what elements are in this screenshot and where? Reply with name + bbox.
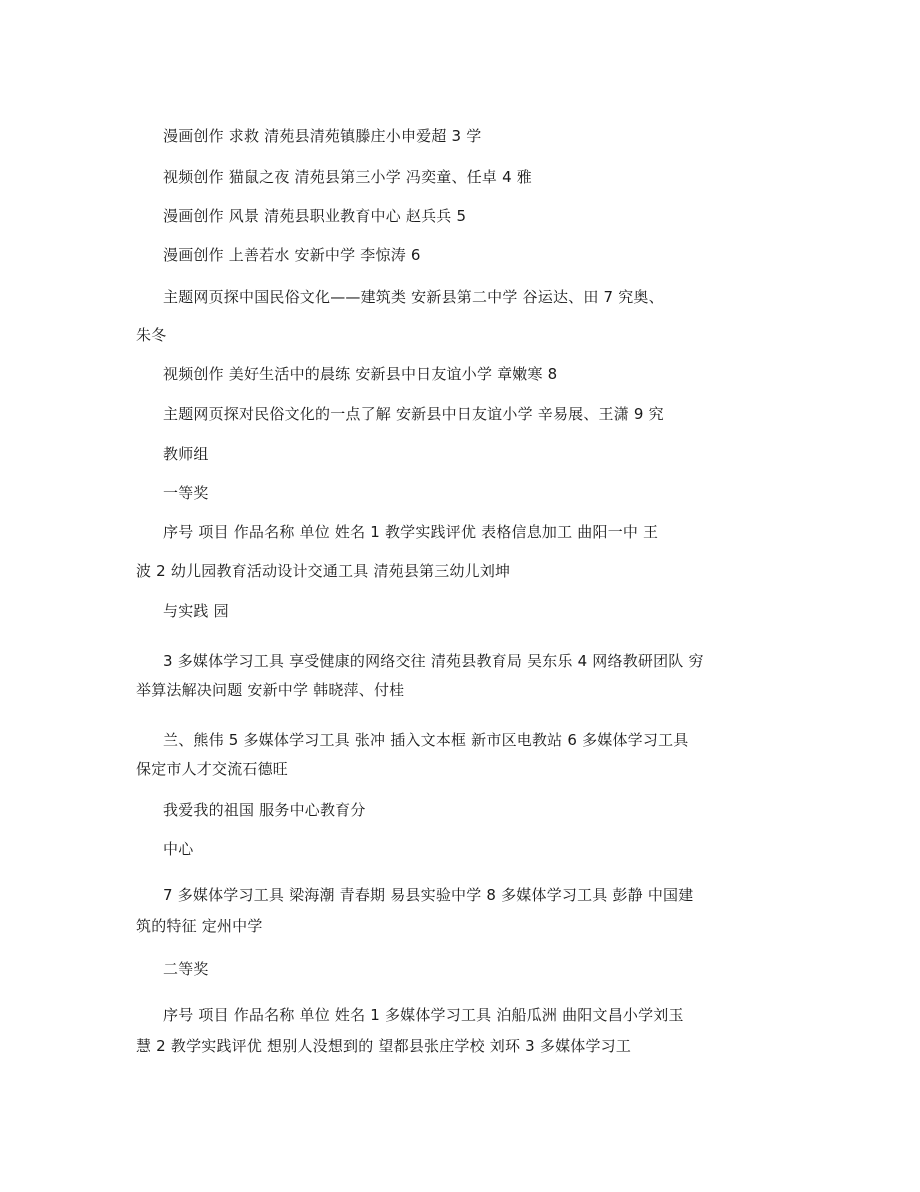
text-line-1: 漫画创作 求救 清苑县清苑镇滕庄小申爱超 3 学 [163, 127, 482, 145]
text-line-23: 序号 项目 作品名称 单位 姓名 1 多媒体学习工具 泊船瓜洲 曲阳文昌小学刘玉 [163, 1006, 684, 1024]
text-line-3: 漫画创作 风景 清苑县职业教育中心 赵兵兵 5 [163, 207, 467, 225]
text-line-24: 慧 2 教学实践评优 想别人没想到的 望都县张庄学校 刘环 3 多媒体学习工 [136, 1037, 632, 1055]
text-line-11: 序号 项目 作品名称 单位 姓名 1 教学实践评优 表格信息加工 曲阳一中 王 [163, 523, 659, 541]
text-line-17: 保定市人才交流石德旺 [136, 760, 289, 778]
text-line-2: 视频创作 猫鼠之夜 清苑县第三小学 冯奕童、任卓 4 雅 [163, 168, 532, 186]
text-line-18: 我爱我的祖国 服务中心教育分 [163, 801, 366, 819]
text-line-12: 波 2 幼儿园教育活动设计交通工具 清苑县第三幼儿刘坤 [136, 562, 511, 580]
text-line-4: 漫画创作 上善若水 安新中学 李惊涛 6 [163, 246, 421, 264]
text-line-19: 中心 [163, 840, 194, 858]
text-line-13: 与实践 园 [163, 602, 229, 620]
text-line-15: 举算法解决问题 安新中学 韩晓萍、付桂 [136, 681, 405, 699]
text-line-21: 筑的特征 定州中学 [136, 917, 263, 935]
section-heading-first-prize: 一等奖 [163, 484, 209, 502]
text-line-20: 7 多媒体学习工具 梁海潮 青春期 易县实验中学 8 多媒体学习工具 彭静 中国建 [163, 886, 694, 904]
text-line-14: 3 多媒体学习工具 享受健康的网络交往 清苑县教育局 吴东乐 4 网络教研团队 穷 [163, 652, 704, 670]
section-heading-teacher-group: 教师组 [163, 445, 209, 463]
text-line-16: 兰、熊伟 5 多媒体学习工具 张冲 插入文本框 新市区电教站 6 多媒体学习工具 [163, 731, 689, 749]
text-line-6: 朱冬 [136, 326, 167, 344]
text-line-7: 视频创作 美好生活中的晨练 安新县中日友谊小学 章嫩寒 8 [163, 365, 558, 383]
text-line-5: 主题网页探中国民俗文化——建筑类 安新县第二中学 谷运达、田 7 究奥、 [163, 288, 664, 306]
text-line-8: 主题网页探对民俗文化的一点了解 安新县中日友谊小学 辛易展、王潇 9 究 [163, 405, 664, 423]
section-heading-second-prize: 二等奖 [163, 960, 209, 978]
